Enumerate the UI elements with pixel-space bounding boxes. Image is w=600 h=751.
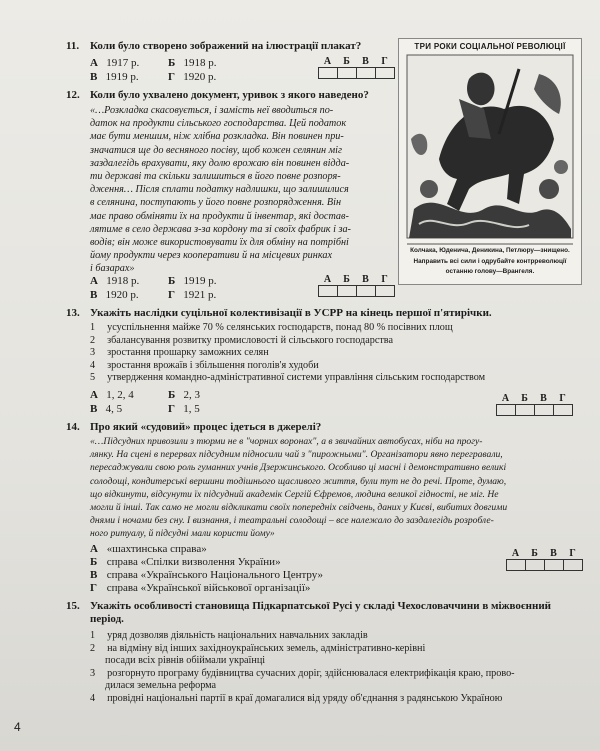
answer-cell[interactable] bbox=[526, 560, 545, 570]
text-line: днями і ночами без сну. І визнання, і театральні солодощі – все належало до заздалегідь розробле- bbox=[90, 515, 494, 527]
text-line: лянку. На сцені в перервах підсудним підносили чай з "пирожными". Організатори явно перегравали, bbox=[90, 449, 503, 461]
text-line: заздалегідь врахувати, яку долю врожаю він повинен відда- bbox=[90, 157, 350, 169]
page-number: 4 bbox=[14, 720, 21, 734]
answer-cell[interactable] bbox=[319, 68, 338, 78]
answer-cell[interactable] bbox=[357, 68, 376, 78]
answer-cell[interactable] bbox=[338, 286, 357, 296]
answer-cell[interactable] bbox=[319, 286, 338, 296]
q11-option-b: Б 1918 р. bbox=[168, 57, 217, 69]
text-line: лятиме в село держава з-за кордону та зі своїх фабрик і за- bbox=[90, 223, 351, 235]
q12-number: 12. bbox=[66, 89, 80, 101]
list-item: 2 на відміну від інших західноукраїнських земель, адміністративно-керівні bbox=[90, 642, 426, 654]
poster-title: ТРИ РОКИ СОЦІАЛЬНОЇ РЕВОЛЮЦІЇ bbox=[414, 42, 566, 51]
text-line: «…Підсудних привозили з тюрми не в "чорних воронах", а в звичайних автобусах, ніби на прогу- bbox=[90, 436, 483, 447]
q14-option-a: А «шахтинська справа» bbox=[90, 543, 207, 555]
answer-cell[interactable] bbox=[376, 286, 394, 296]
q12-question: Коли було ухвалено документ, уривок з якого наведено? bbox=[90, 89, 369, 101]
text-line: «…Розкладка скасовується, і замість неї вводиться по- bbox=[90, 105, 334, 116]
q11-question: Коли було створено зображений на ілюстрації плакат? bbox=[90, 40, 362, 52]
text-line: ти державі та скільки залишиться в його повне розпоря- bbox=[90, 171, 341, 183]
poster-caption-3: останню голову—Врангеля. bbox=[445, 268, 535, 275]
q11-answer-grid[interactable]: А Б В Г bbox=[318, 56, 395, 79]
q14-source-text bbox=[90, 435, 590, 541]
answer-cell[interactable] bbox=[376, 68, 394, 78]
text-line: даток на продукти сільського господарства. Цей податок bbox=[90, 118, 347, 130]
text-line: значатися ще до весняного посіву, щоб кожен селянин міг bbox=[90, 144, 342, 156]
q13-question: Укажіть наслідки суцільної колективізації в УСРР на кінець першої п'ятирічки. bbox=[90, 307, 492, 319]
text-line: в селянина, поступають у його повне розпорядження. Він bbox=[90, 197, 342, 209]
list-item: 3 зростання прошарку заможних селян bbox=[90, 347, 269, 358]
list-item: 4 провідні національні партії в краї домагалися від уряду об'єднання з радянською Україною bbox=[90, 692, 503, 704]
q13-number: 13. bbox=[66, 307, 80, 319]
text-line: водів; він може використовувати їх для обміну на потрібні bbox=[90, 237, 349, 249]
text-line: ного ритуалу, й підсудні мали користи йому» bbox=[90, 528, 275, 540]
q12-option-b: Б 1919 р. bbox=[168, 275, 217, 287]
q12-option-c: В 1920 р. bbox=[90, 289, 139, 301]
answer-cell[interactable] bbox=[338, 68, 357, 78]
text-line: дження… Після сплати податку надлишки, що залишилися bbox=[90, 184, 349, 196]
text-line: що відкинути, відсунути їх підсудний академік Сергій Єфремов, людина великої гідності, не міг. Не bbox=[90, 488, 499, 500]
q11-option-a: А 1917 р. bbox=[90, 57, 140, 69]
q15-number: 15. bbox=[66, 600, 80, 612]
q13-answer-grid[interactable]: А Б В Г bbox=[496, 393, 573, 416]
list-item: 5 утвердження командно-адміністративної системи управління сільським господарством bbox=[90, 372, 486, 383]
q14-options bbox=[90, 543, 390, 595]
poster-illustration bbox=[398, 38, 582, 285]
q14-number: 14. bbox=[66, 421, 80, 433]
list-item-continuation: посади всіх рівнів обіймали українці bbox=[105, 655, 266, 666]
answer-cell[interactable] bbox=[535, 405, 554, 415]
answer-cell[interactable] bbox=[545, 560, 564, 570]
q11-option-c: В 1919 р. bbox=[90, 71, 139, 83]
poster-caption-2: Направить всі сили і одрубайте контрреволюції bbox=[413, 258, 567, 265]
q13-option-c: В 4, 5 bbox=[90, 403, 123, 415]
q11-option-d: Г 1920 р. bbox=[168, 71, 217, 83]
q14-option-c: В справа «Українського Національного Центру» bbox=[90, 569, 324, 581]
text-line: йому продукти через кооперативи й на місцевих ринках bbox=[90, 250, 332, 262]
q12-source-text bbox=[90, 104, 392, 276]
text-line: має право обміняти їх на продукти й інвентар, які достав- bbox=[90, 210, 349, 222]
text-line: могли й інші. Так само не могли відкликати своїх попередніх свідчень, даних у Києві, вибитих довгими bbox=[90, 502, 508, 514]
q15-question: Укажіть особливості становища Підкарпатської Русі у складі Чехословаччини в міжвоєнний період. bbox=[90, 600, 552, 625]
q13-option-a: А 1, 2, 4 bbox=[90, 389, 134, 401]
q14-option-d: Г справа «Української військової організації» bbox=[90, 582, 311, 594]
list-item: 4 зростання врожаїв і збільшення поголів'я худоби bbox=[90, 359, 319, 371]
list-item: 1 уряд дозволяв діяльність національних навчальних закладів bbox=[90, 630, 368, 641]
answer-cell[interactable] bbox=[516, 405, 535, 415]
text-line: має бути меншим, ніж хлібна розкладка. Він повинен при- bbox=[90, 131, 344, 143]
answer-cell[interactable] bbox=[357, 286, 376, 296]
q12-option-d: Г 1921 р. bbox=[168, 289, 217, 301]
answer-cell[interactable] bbox=[554, 405, 572, 415]
q12-answer-grid[interactable]: А Б В Г bbox=[318, 274, 395, 297]
q14-option-b: Б справа «Спілки визволення України» bbox=[90, 556, 281, 568]
q13-option-d: Г 1, 5 bbox=[168, 403, 200, 415]
list-item: 1 усуспільнення майже 70 % селянських господарств, понад 80 % посівних площ bbox=[90, 322, 453, 333]
answer-cell[interactable] bbox=[507, 560, 526, 570]
q11-number: 11. bbox=[66, 40, 80, 52]
answer-cell[interactable] bbox=[497, 405, 516, 415]
text-line: пересаджували свою роль гуманних учнів Дзержинського. Особливо ці масні і демонстративно великі bbox=[90, 462, 507, 474]
poster-caption-1: Колчака, Юденича, Деникина, Петлюру—знищено. bbox=[410, 247, 570, 254]
q15-items bbox=[90, 630, 590, 705]
q13-items bbox=[90, 322, 590, 385]
answer-cell[interactable] bbox=[564, 560, 582, 570]
q14-question: Про який «судовий» процес ідеться в джерелі? bbox=[90, 421, 322, 433]
q14-answer-grid[interactable]: А Б В Г bbox=[506, 548, 583, 571]
list-item-continuation: дилася земельна реформа bbox=[105, 680, 217, 691]
text-line: солодощі, кондитерські вершини тодішнього щасливого життя, були тут не до речі. Проте, думаю, bbox=[90, 475, 507, 487]
list-item: 2 збалансування розвитку промисловості й сільського господарства bbox=[90, 334, 393, 346]
q13-option-b: Б 2, 3 bbox=[168, 389, 201, 401]
list-item: 3 розгорнуто програму будівництва сучасних доріг, здійснювалася електрифікація краю, прово- bbox=[90, 667, 515, 679]
q12-option-a: А 1918 р. bbox=[90, 275, 140, 287]
text-line: і базарах» bbox=[90, 263, 135, 275]
